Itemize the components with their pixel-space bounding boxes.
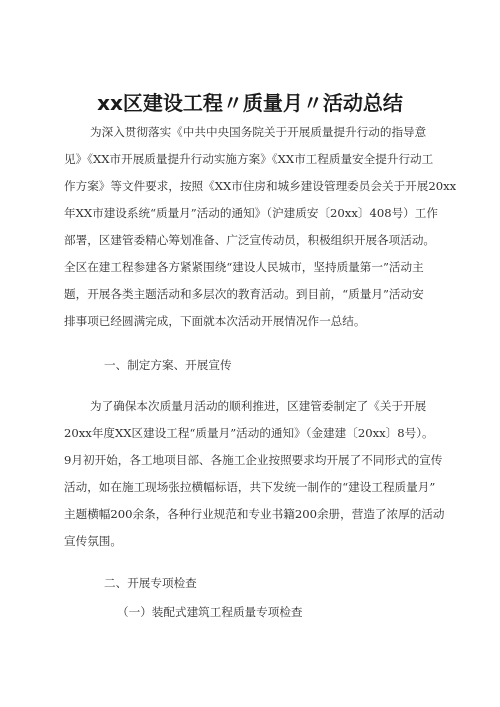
section-1-line-6: 宣传氛围。	[64, 534, 122, 548]
intro-line-5: 部署，区建管委精心筹划准备、广泛宣传动员，积极组织开展各项活动。	[64, 233, 436, 247]
section-1-line-4: 活动，如在施工现场张拉横幅标语，共下发统一制作的“建设工程质量月”	[64, 480, 436, 494]
intro-line-3: 作方案》等文件要求，按照《XX市住房和城乡建设管理委员会关于开展20xx	[64, 179, 457, 193]
intro-line-7: 题，开展各类主题活动和多层次的教育活动。到目前，“质量月”活动安	[64, 287, 424, 301]
section-1-line-3: 9月初开始，各工地项目部、各施工企业按照要求均开展了不同形式的宣传	[64, 453, 443, 467]
section-1-heading: 一、制定方案、开展宣传	[104, 358, 232, 372]
intro-line-6: 全区在建工程参建各方紧紧围绕“建设人民城市，坚持质量第一”活动主	[64, 260, 424, 274]
intro-line-8: 排事项已经圆满完成，下面就本次活动开展情况作一总结。	[64, 314, 366, 328]
intro-line-1: 为深入贯彻落实《中共中央国务院关于开展质量提升行动的指导意	[90, 125, 427, 139]
intro-line-4: 年XX市建设系统“质量月”活动的通知》（沪建质安〔20xx〕408号）工作	[64, 206, 438, 220]
section-2-subheading-1: （一）装配式建筑工程质量专项检查	[117, 605, 303, 619]
intro-line-2: 见》《XX市开展质量提升行动实施方案》《XX市工程质量安全提升行动工	[64, 152, 434, 166]
section-1-line-1: 为了确保本次质量月活动的顺利推进，区建管委制定了《关于开展	[90, 399, 427, 413]
document-title: xx区建设工程〃质量月〃活动总结	[97, 91, 403, 115]
section-1-line-5: 主题横幅200余条，各种行业规范和专业书籍200余册，营造了浓厚的活动	[64, 507, 445, 521]
section-2-heading: 二、开展专项检查	[104, 576, 197, 590]
section-1-line-2: 20xx年度XX区建设工程“质量月”活动的通知》（金建建〔20xx〕8号）。	[64, 426, 434, 440]
